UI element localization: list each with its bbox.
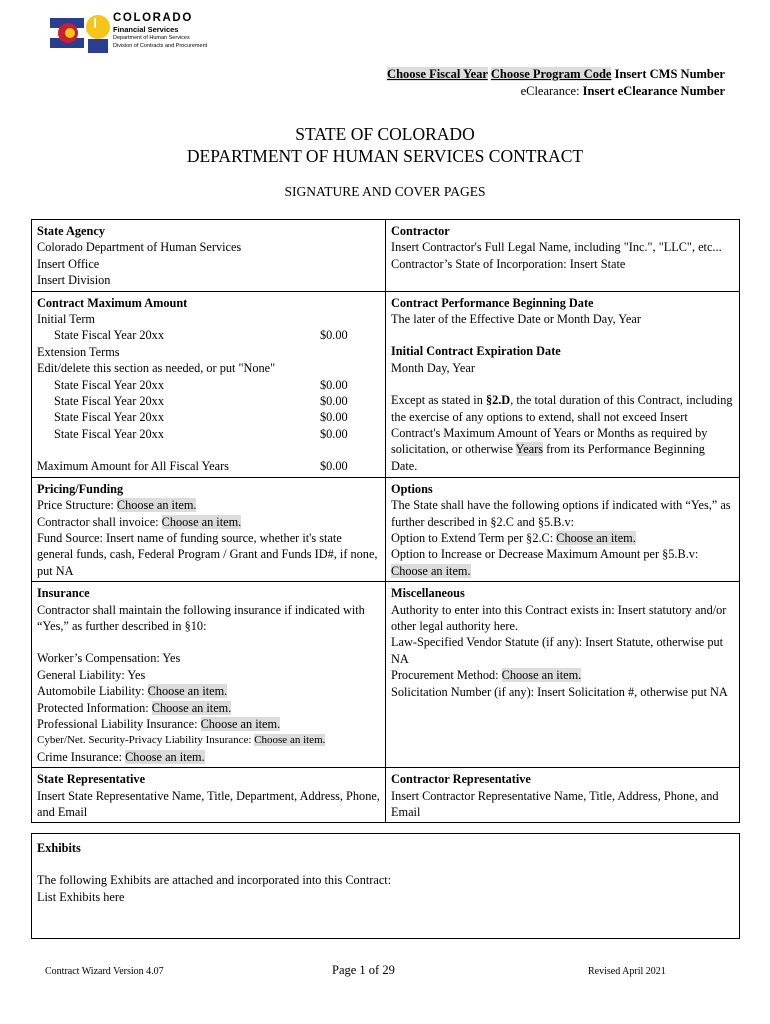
logo-line-1: Department of Human Services <box>113 35 190 41</box>
state-agency-cell <box>32 220 386 292</box>
title-line-1: STATE OF COLORADO <box>295 124 475 144</box>
colorado-logo <box>50 12 240 57</box>
cyber-label: Cyber/Net. Security-Privacy Liability Insurance: <box>37 734 255 747</box>
ext-amount-field[interactable]: $0.00 <box>320 377 348 392</box>
ext-fy-label: State Fiscal Year 20xx <box>54 394 164 409</box>
options-intro: The State shall have the following options if indicated with “Yes,” as further described in §2.C and §5.B.v: <box>391 498 731 529</box>
procurement-label: Procurement Method: <box>391 668 502 683</box>
footer-page-number: Page 1 of 29 <box>332 963 395 977</box>
crime-dropdown[interactable]: Choose an item. <box>125 749 205 764</box>
ext-row <box>37 409 380 425</box>
insert-office-field[interactable]: Insert Office <box>37 256 100 271</box>
pricing-heading: Pricing/Funding <box>37 481 124 496</box>
invoice-label: Contractor shall invoice: <box>37 514 162 529</box>
ext-amount-field[interactable]: $0.00 <box>320 410 348 425</box>
total-row <box>37 458 380 474</box>
solicitation-field[interactable]: Solicitation Number (if any): Insert Solicitation #, otherwise put NA <box>391 684 728 699</box>
workers-comp-line: Worker’s Compensation: Yes <box>37 651 181 666</box>
auto-dropdown[interactable]: Choose an item. <box>147 684 228 699</box>
max-amount-cell <box>32 291 386 477</box>
footer-version: Contract Wizard Version 4.07 <box>45 966 164 977</box>
state-agency-heading: State Agency <box>37 224 105 238</box>
extend-term-label: Option to Extend Term per §2.C: <box>391 530 557 545</box>
duration-text-c: from its Performance Beginning Date. <box>391 442 705 473</box>
contractor-rep-heading: Contractor Representative <box>391 772 531 787</box>
eclearance-label: eClearance: <box>520 83 580 98</box>
duration-text-b: , the total duration of this Contract, including the exercise of any options to extend, shall not exceed Insert Contract's Maximum Amount of Years or Months as required by solicitation, or otherwise <box>391 393 733 457</box>
document-subtitle: SIGNATURE AND COVER PAGES <box>284 184 486 199</box>
performance-date-field[interactable]: The later of the Effective Date or Month Day, Year <box>391 312 641 327</box>
protected-label: Protected Information: <box>37 700 152 715</box>
misc-cell <box>386 582 740 768</box>
ext-row <box>37 377 380 393</box>
exhibits-text: The following Exhibits are attached and incorporated into this Contract: <box>37 873 392 888</box>
ext-amount-field[interactable]: $0.00 <box>320 426 348 441</box>
years-dropdown[interactable]: Years <box>515 442 543 457</box>
auto-label: Automobile Liability: <box>37 684 148 699</box>
extend-term-dropdown[interactable]: Choose an item. <box>556 530 636 545</box>
initial-term-label: Initial Term <box>37 312 95 327</box>
crime-label: Crime Insurance: <box>37 749 126 764</box>
ext-fy-label: State Fiscal Year 20xx <box>54 426 164 441</box>
increase-label: Option to Increase or Decrease Maximum Amount per §5.B.v: <box>391 547 699 562</box>
performance-cell <box>386 291 740 477</box>
cover-table <box>31 219 740 823</box>
insurance-heading: Insurance <box>37 586 90 601</box>
exhibits-box <box>31 833 740 939</box>
title-line-2: DEPARTMENT OF HUMAN SERVICES CONTRACT <box>186 146 584 166</box>
section-ref: §2.D <box>485 393 511 408</box>
cms-number-field[interactable]: Insert CMS Number <box>614 67 725 81</box>
vendor-statute-field[interactable]: Law-Specified Vendor Statute (if any): Insert Statute, otherwise put NA <box>391 635 724 666</box>
initial-term-row <box>37 327 380 343</box>
insurance-cell <box>32 582 386 768</box>
cyber-dropdown[interactable]: Choose an item. <box>254 734 326 747</box>
fund-source-field[interactable]: Fund Source: Insert name of funding source, whether it's state general funds, cash, Federal Program / Grant and Funds ID#, if none, put NA <box>37 530 378 578</box>
total-label: Maximum Amount for All Fiscal Years <box>37 459 229 474</box>
footer-revised: Revised April 2021 <box>588 966 666 977</box>
state-agency-line: Colorado Department of Human Services <box>37 240 242 255</box>
procurement-dropdown[interactable]: Choose an item. <box>501 668 582 683</box>
total-amount-field[interactable]: $0.00 <box>320 459 348 474</box>
extension-terms-label: Extension Terms <box>37 344 120 359</box>
contractor-heading: Contractor <box>391 224 450 238</box>
professional-dropdown[interactable]: Choose an item. <box>200 716 281 731</box>
increase-dropdown[interactable]: Choose an item. <box>391 563 471 578</box>
contractor-rep-field[interactable]: Insert Contractor Representative Name, Title, Address, Phone, and Email <box>391 788 719 819</box>
authority-field[interactable]: Authority to enter into this Contract exists in: Insert statutory and/or other legal authority here. <box>391 602 727 633</box>
eclearance-field[interactable]: Insert eClearance Number <box>582 83 725 98</box>
pricing-cell <box>32 477 386 581</box>
insurance-intro: Contractor shall maintain the following insurance if indicated with “Yes,” as further described in §10: <box>37 602 365 633</box>
logo-title: COLORADO <box>113 12 193 24</box>
ext-fy-label: State Fiscal Year 20xx <box>54 410 164 425</box>
state-rep-field[interactable]: Insert State Representative Name, Title, Department, Address, Phone, and Email <box>37 788 380 819</box>
document-title <box>0 123 770 167</box>
header-fields <box>387 66 725 99</box>
protected-dropdown[interactable]: Choose an item. <box>151 700 232 715</box>
ext-row <box>37 426 380 442</box>
initial-fy-label: State Fiscal Year 20xx <box>54 328 164 343</box>
performance-heading: Contract Performance Beginning Date <box>391 295 594 310</box>
ext-row <box>37 393 380 409</box>
exhibits-heading: Exhibits <box>37 841 81 855</box>
colorado-logo-icon <box>50 12 112 57</box>
insert-division-field[interactable]: Insert Division <box>37 273 111 288</box>
initial-amount-field[interactable]: $0.00 <box>320 328 348 343</box>
contractor-rep-cell <box>386 768 740 823</box>
edit-note: Edit/delete this section as needed, or put "None" <box>37 361 276 376</box>
professional-label: Professional Liability Insurance: <box>37 716 201 731</box>
price-structure-dropdown[interactable]: Choose an item. <box>116 498 197 513</box>
options-heading: Options <box>391 481 433 496</box>
price-structure-label: Price Structure: <box>37 498 117 513</box>
expiration-date-field[interactable]: Month Day, Year <box>391 360 475 375</box>
ext-fy-label: State Fiscal Year 20xx <box>54 377 164 392</box>
contractor-cell <box>386 220 740 292</box>
state-rep-heading: State Representative <box>37 772 146 787</box>
program-code-dropdown[interactable]: Choose Program Code <box>490 67 612 81</box>
general-liability-line: General Liability: Yes <box>37 667 146 682</box>
state-rep-cell <box>32 768 386 823</box>
logo-line-2: Division of Contracts and Procurement <box>113 42 208 49</box>
expiration-heading: Initial Contract Expiration Date <box>391 344 561 359</box>
contractor-state-field[interactable]: Contractor’s State of Incorporation: Insert State <box>391 256 626 271</box>
logo-subtitle: Financial Services <box>113 25 179 34</box>
max-amount-heading: Contract Maximum Amount <box>37 295 188 310</box>
duration-text-a: Except as stated in <box>391 393 486 408</box>
misc-heading: Miscellaneous <box>391 586 465 601</box>
invoice-dropdown[interactable]: Choose an item. <box>161 514 242 529</box>
contractor-name-field[interactable]: Insert Contractor's Full Legal Name, including "Inc.", "LLC", etc... <box>391 240 722 255</box>
options-cell <box>386 477 740 581</box>
exhibits-list-field[interactable]: List Exhibits here <box>37 889 125 904</box>
ext-amount-field[interactable]: $0.00 <box>320 394 348 409</box>
duration-paragraph <box>391 392 734 474</box>
fiscal-year-dropdown[interactable]: Choose Fiscal Year <box>387 67 488 81</box>
